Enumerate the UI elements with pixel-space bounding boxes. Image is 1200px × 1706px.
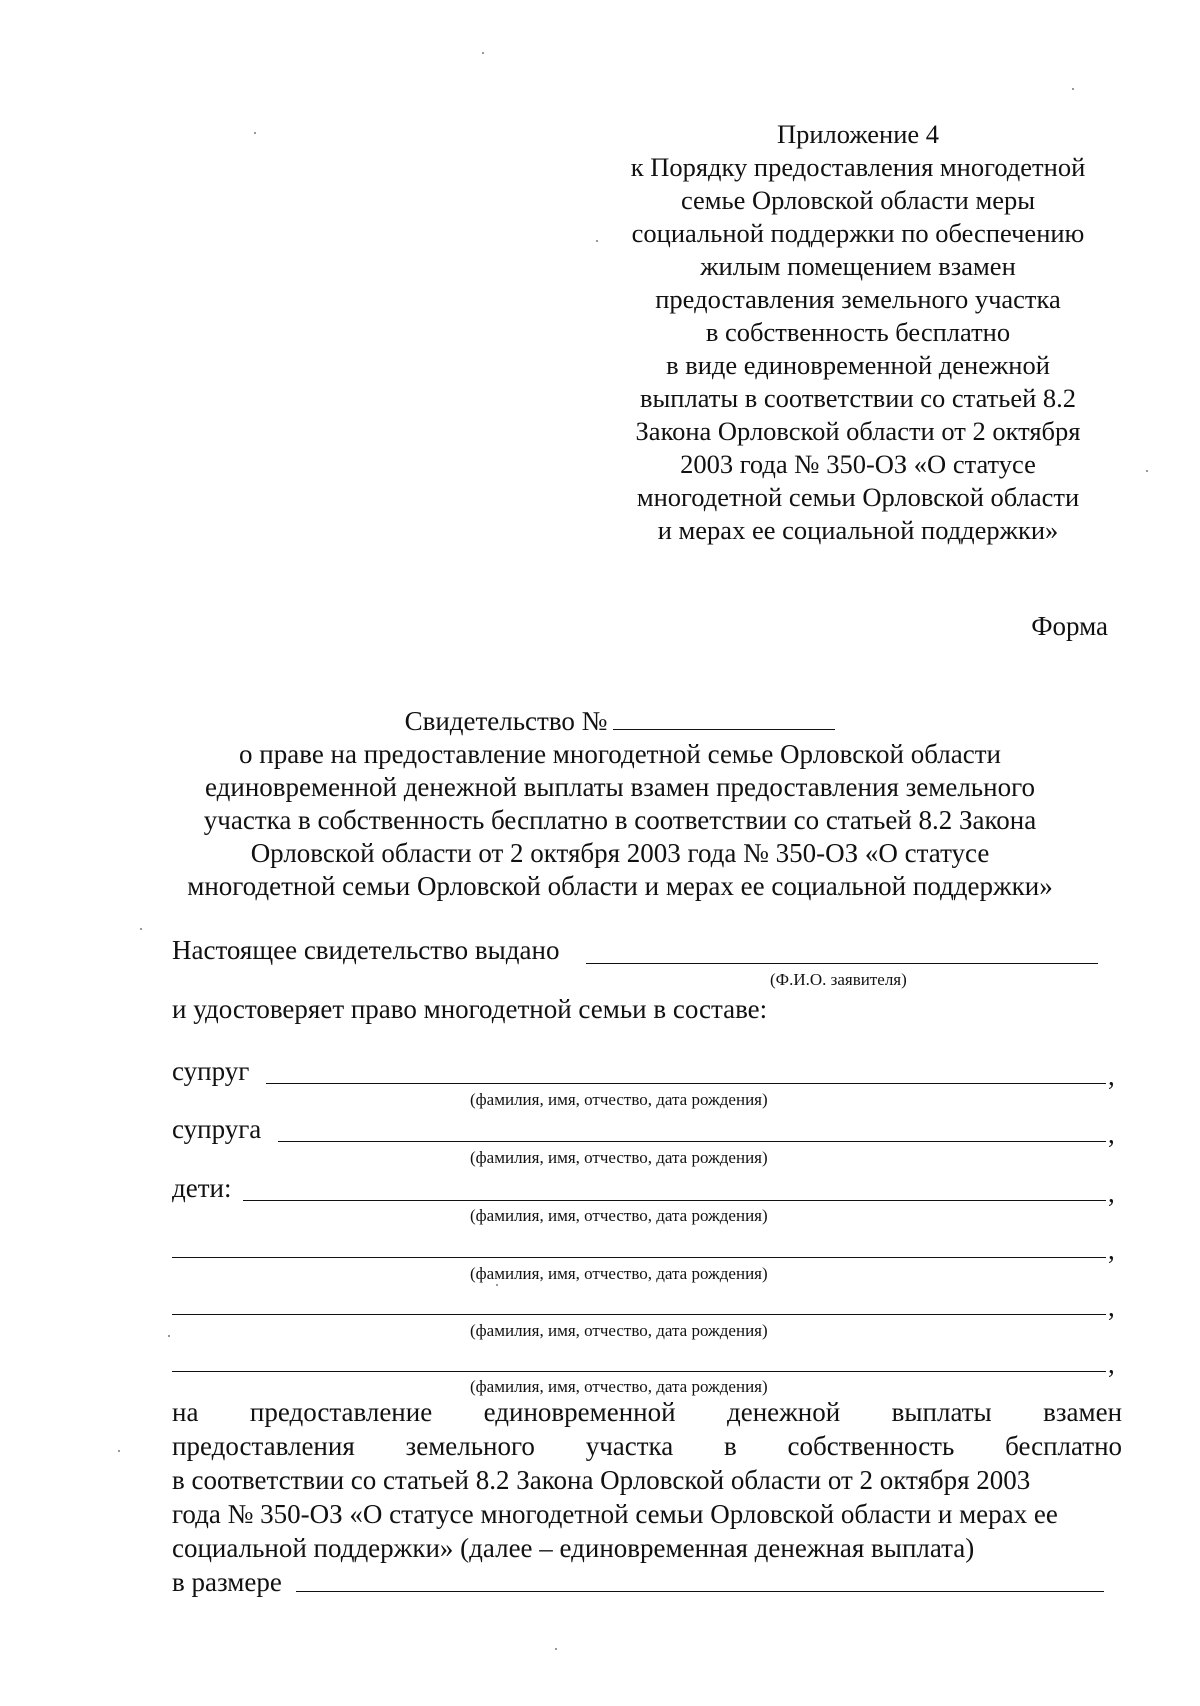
- issued-to-label: Настоящее свидетельство выдано: [172, 935, 560, 965]
- scan-speck: [1146, 470, 1148, 472]
- scan-speck: [254, 132, 256, 134]
- amount-field[interactable]: [296, 1591, 1104, 1592]
- person-hint: (фамилия, имя, отчество, дата рождения): [470, 1264, 768, 1283]
- certifies-text: и удостоверяет право многодетной семьи в составе:: [172, 994, 768, 1024]
- scan-speck: [1072, 88, 1074, 90]
- word: земельного: [405, 1431, 535, 1461]
- appendix-line: Закона Орловской области от 2 октября: [635, 416, 1081, 446]
- final-line-4: года № 350-ОЗ «О статусе многодетной семьи Орловской области и мерах ее: [172, 1499, 1058, 1529]
- final-line-1: [172, 1395, 1122, 1429]
- word: предоставление: [249, 1397, 433, 1427]
- appendix-line: социальной поддержки по обеспечению: [631, 218, 1085, 248]
- wife-label: супруга: [172, 1114, 262, 1144]
- certificate-number-field[interactable]: [613, 705, 835, 730]
- child-field-3[interactable]: [172, 1314, 1106, 1315]
- certificate-number-line: [120, 705, 1120, 738]
- word: в: [724, 1431, 737, 1461]
- word: взамен: [1043, 1397, 1123, 1427]
- word: предоставления: [172, 1431, 355, 1461]
- husband-field[interactable]: [266, 1083, 1106, 1084]
- final-line-6: [172, 1565, 1122, 1599]
- comma: ,: [1108, 1349, 1115, 1379]
- final-line-2: [172, 1429, 1122, 1463]
- comma: ,: [1108, 1292, 1115, 1322]
- certificate-subtitle-line: Орловской области от 2 октября 2003 года № 350-ОЗ «О статусе: [250, 838, 990, 868]
- form-label: Форма: [1031, 611, 1108, 641]
- comma: ,: [1108, 1061, 1115, 1091]
- scan-speck: [596, 240, 598, 242]
- appendix-line: 2003 года № 350-ОЗ «О статусе: [680, 449, 1036, 479]
- certificate-subtitle-line: единовременной денежной выплаты взамен предоставления земельного: [205, 772, 1035, 802]
- final-line-3: в соответствии со статьей 8.2 Закона Орловской области от 2 октября 2003: [172, 1465, 1031, 1495]
- final-paragraph: [172, 1395, 1122, 1599]
- amount-label: в размере: [172, 1567, 282, 1597]
- word: выплаты: [891, 1397, 992, 1427]
- word: собственность: [787, 1431, 955, 1461]
- scan-speck: [168, 1335, 170, 1337]
- certificate-subtitle-line: о праве на предоставление многодетной семье Орловской области: [239, 739, 1001, 769]
- appendix-line: предоставления земельного участка: [655, 284, 1061, 314]
- comma: ,: [1108, 1178, 1115, 1208]
- certificate-subtitle-line: участка в собственность бесплатно в соответствии со статьей 8.2 Закона: [203, 805, 1037, 835]
- person-hint: (фамилия, имя, отчество, дата рождения): [470, 1148, 768, 1167]
- applicant-name-field[interactable]: [586, 963, 1098, 964]
- children-label: дети:: [172, 1173, 232, 1203]
- scan-speck: [482, 52, 484, 54]
- word: участка: [585, 1431, 674, 1461]
- child-field-4[interactable]: [172, 1371, 1106, 1372]
- scan-speck: [118, 1450, 120, 1452]
- person-hint: (фамилия, имя, отчество, дата рождения): [470, 1206, 768, 1225]
- child-field-2[interactable]: [172, 1257, 1106, 1258]
- word: единовременной: [483, 1397, 676, 1427]
- appendix-line: семье Орловской области меры: [680, 185, 1036, 215]
- appendix-line: в собственность бесплатно: [705, 317, 1011, 347]
- appendix-line: многодетной семьи Орловской области: [636, 482, 1080, 512]
- applicant-hint: (Ф.И.О. заявителя): [770, 970, 907, 989]
- word: бесплатно: [1005, 1431, 1123, 1461]
- appendix-line: и мерах ее социальной поддержки»: [657, 515, 1059, 545]
- appendix-line: в виде единовременной денежной: [666, 350, 1050, 380]
- final-line-5: социальной поддержки» (далее – единовременная денежная выплата): [172, 1533, 975, 1563]
- person-hint: (фамилия, имя, отчество, дата рождения): [470, 1321, 768, 1340]
- person-hint: (фамилия, имя, отчество, дата рождения): [470, 1090, 768, 1109]
- appendix-line: выплаты в соответствии со статьей 8.2: [639, 383, 1077, 413]
- appendix-line: к Порядку предоставления многодетной: [630, 152, 1086, 182]
- scan-speck: [496, 1284, 498, 1286]
- comma: ,: [1108, 1235, 1115, 1265]
- comma: ,: [1108, 1119, 1115, 1149]
- word: денежной: [727, 1397, 841, 1427]
- person-hint: (фамилия, имя, отчество, дата рождения): [470, 1377, 768, 1396]
- husband-label: супруг: [172, 1056, 250, 1086]
- appendix-line: Приложение 4: [776, 119, 940, 149]
- certificate-title: [120, 705, 1120, 903]
- scan-speck: [140, 928, 142, 930]
- appendix-header: [588, 118, 1128, 547]
- word: на: [172, 1397, 199, 1427]
- child-field-1[interactable]: [243, 1200, 1106, 1201]
- appendix-line: жилым помещением взамен: [700, 251, 1016, 281]
- certificate-title-prefix: Свидетельство №: [404, 706, 608, 736]
- scan-speck: [555, 1648, 557, 1650]
- wife-field[interactable]: [278, 1141, 1106, 1142]
- certificate-subtitle-line: многодетной семьи Орловской области и мерах ее социальной поддержки»: [187, 871, 1053, 901]
